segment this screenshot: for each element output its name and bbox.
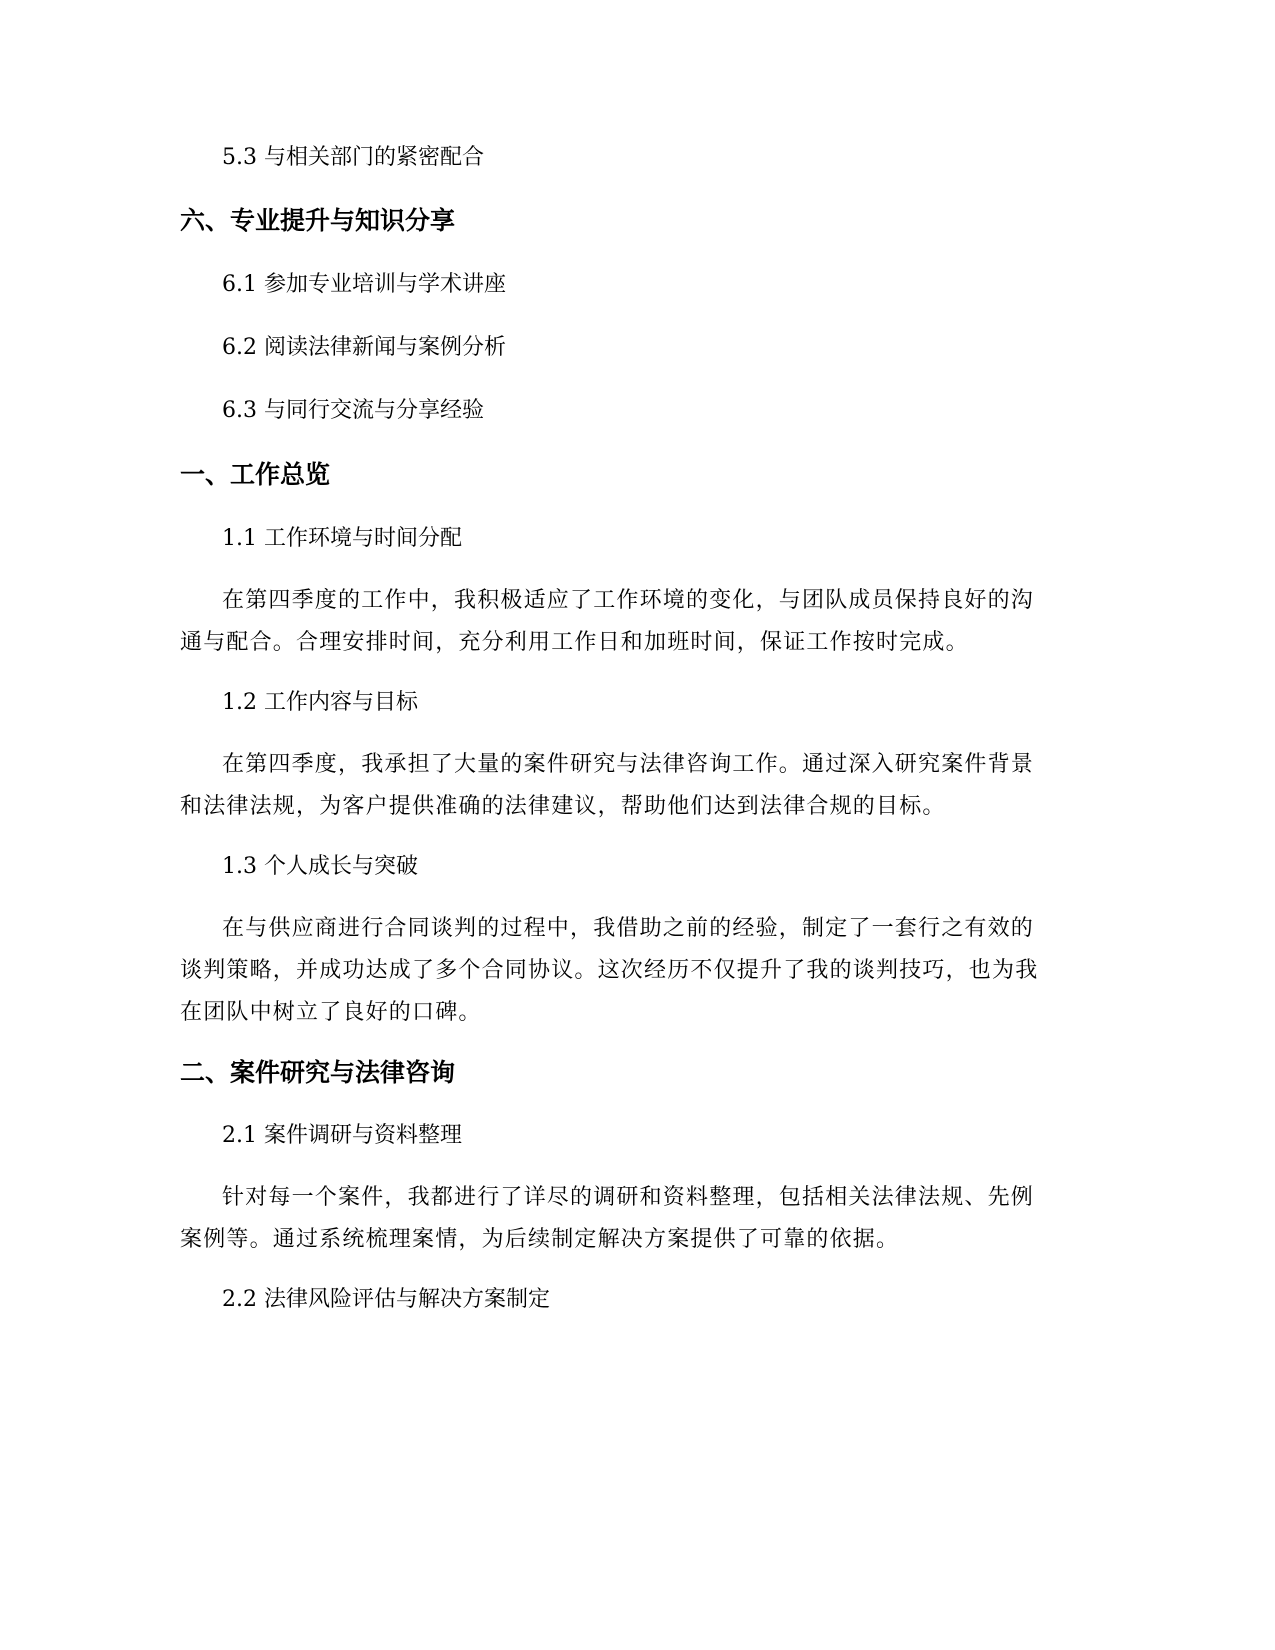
subsection-1-2: 1.2 工作内容与目标 — [222, 690, 418, 715]
subsection-1-1: 1.1 工作环境与时间分配 — [222, 526, 462, 551]
subsection-6-3: 6.3 与同行交流与分享经验 — [222, 398, 484, 423]
paragraph-1-2: 在第四季度，我承担了大量的案件研究与法律咨询工作。通过深入研究案件背景和法律法规，为客户提供准确的法律建议，帮助他们达到法律合规的目标。 — [180, 752, 1035, 819]
section-1-heading: 一、工作总览 — [180, 460, 331, 489]
paragraph-1-3: 在与供应商进行合同谈判的过程中，我借助之前的经验，制定了一套行之有效的谈判策略，并成功达成了多个合同协议。这次经历不仅提升了我的谈判技巧，也为我在团队中树立了良好的口碑。 — [180, 916, 1039, 1025]
paragraph-1-1: 在第四季度的工作中，我积极适应了工作环境的变化，与团队成员保持良好的沟通与配合。合理安排时间，充分利用工作日和加班时间，保证工作按时完成。 — [180, 588, 1035, 655]
subsection-5-3: 5.3 与相关部门的紧密配合 — [222, 145, 484, 170]
subsection-6-1: 6.1 参加专业培训与学术讲座 — [222, 272, 506, 297]
section-2-heading: 二、案件研究与法律咨询 — [180, 1058, 456, 1087]
paragraph-2-1: 针对每一个案件，我都进行了详尽的调研和资料整理，包括相关法律法规、先例案例等。通过系统梳理案情，为后续制定解决方案提供了可靠的依据。 — [180, 1185, 1035, 1252]
section-6-heading: 六、专业提升与知识分享 — [180, 206, 456, 235]
subsection-6-2: 6.2 阅读法律新闻与案例分析 — [222, 335, 506, 360]
subsection-1-3: 1.3 个人成长与突破 — [222, 854, 418, 879]
subsection-2-1: 2.1 案件调研与资料整理 — [222, 1123, 462, 1148]
subsection-2-2: 2.2 法律风险评估与解决方案制定 — [222, 1287, 550, 1312]
